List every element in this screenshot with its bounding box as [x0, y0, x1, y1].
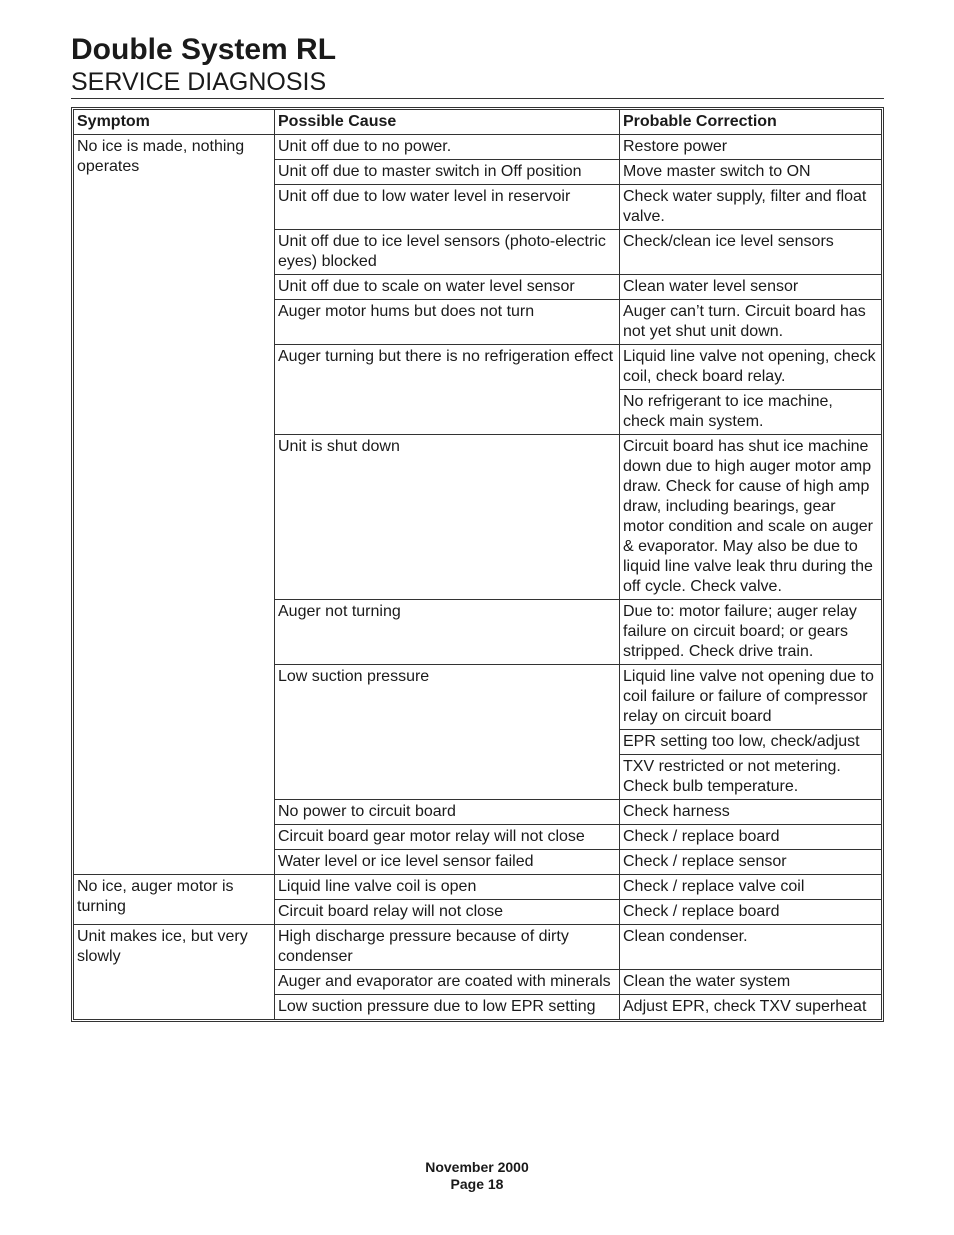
table-header-row — [74, 110, 881, 135]
symptom-cell: Unit makes ice, but very slowly — [74, 925, 275, 1019]
possible-cause-cell: Liquid line valve coil is open — [275, 875, 620, 900]
symptom-cell: No ice is made, nothing operates — [74, 135, 275, 875]
possible-cause-cell: Low suction pressure — [275, 665, 620, 800]
probable-correction-cell: Liquid line valve not opening, check coil, check board relay. — [620, 345, 881, 390]
possible-cause-cell: Auger and evaporator are coated with minerals — [275, 970, 620, 995]
probable-correction-cell: Check harness — [620, 800, 881, 825]
column-header-possible-cause: Possible Cause — [275, 110, 620, 135]
possible-cause-cell: Unit off due to scale on water level sensor — [275, 275, 620, 300]
possible-cause-cell: Unit off due to ice level sensors (photo-electric eyes) blocked — [275, 230, 620, 275]
title-divider — [71, 98, 884, 99]
possible-cause-cell: No power to circuit board — [275, 800, 620, 825]
possible-cause-cell: Auger turning but there is no refrigeration effect — [275, 345, 620, 435]
probable-correction-cell: Check / replace valve coil — [620, 875, 881, 900]
page-footer — [0, 1159, 954, 1193]
probable-correction-cell: Check/clean ice level sensors — [620, 230, 881, 275]
probable-correction-cell: Restore power — [620, 135, 881, 160]
footer-page-number: Page 18 — [450, 1176, 504, 1192]
possible-cause-cell: Unit off due to no power. — [275, 135, 620, 160]
probable-correction-cell: Auger can’t turn. Circuit board has not yet shut unit down. — [620, 300, 881, 345]
possible-cause-cell: Auger motor hums but does not turn — [275, 300, 620, 345]
probable-correction-cell: Check / replace sensor — [620, 850, 881, 875]
table-row — [74, 135, 881, 160]
probable-correction-cell: Check / replace board — [620, 900, 881, 925]
possible-cause-cell: Low suction pressure due to low EPR setting — [275, 995, 620, 1019]
probable-correction-cell: TXV restricted or not metering. Check bulb temperature. — [620, 755, 881, 800]
page-title: Double System RL — [71, 33, 337, 66]
probable-correction-cell: Clean the water system — [620, 970, 881, 995]
probable-correction-cell: Check water supply, filter and float valve. — [620, 185, 881, 230]
table-body — [74, 135, 881, 1019]
probable-correction-cell: EPR setting too low, check/adjust — [620, 730, 881, 755]
probable-correction-cell: Liquid line valve not opening due to coil failure or failure of compressor relay on circuit board — [620, 665, 881, 730]
possible-cause-cell: Unit is shut down — [275, 435, 620, 600]
probable-correction-cell: Due to: motor failure; auger relay failure on circuit board; or gears stripped. Check drive train. — [620, 600, 881, 665]
possible-cause-cell: High discharge pressure because of dirty condenser — [275, 925, 620, 970]
possible-cause-cell: Auger not turning — [275, 600, 620, 665]
possible-cause-cell: Unit off due to low water level in reservoir — [275, 185, 620, 230]
service-diagnosis-table — [71, 107, 884, 1022]
column-header-symptom: Symptom — [74, 110, 275, 135]
table-row — [74, 925, 881, 970]
possible-cause-cell: Unit off due to master switch in Off position — [275, 160, 620, 185]
footer-date: November 2000 — [425, 1159, 529, 1175]
symptom-cell: No ice, auger motor is turning — [74, 875, 275, 925]
possible-cause-cell: Circuit board gear motor relay will not close — [275, 825, 620, 850]
possible-cause-cell: Circuit board relay will not close — [275, 900, 620, 925]
table-row — [74, 875, 881, 900]
probable-correction-cell: Adjust EPR, check TXV superheat — [623, 998, 867, 1015]
column-header-probable-correction: Probable Correction — [620, 110, 881, 135]
possible-cause-cell: Water level or ice level sensor failed — [275, 850, 620, 875]
probable-correction-cell: Move master switch to ON — [620, 160, 881, 185]
probable-correction-cell: Circuit board has shut ice machine down due to high auger motor amp draw. Check for cause of high amp draw, including bearings, gear motor condition and scale on auger & evaporator. May also be due to liquid line valve leak thru during the off cycle. Check valve. — [620, 435, 881, 600]
page-subtitle: SERVICE DIAGNOSIS — [71, 68, 327, 96]
probable-correction-cell: No refrigerant to ice machine, check main system. — [620, 390, 881, 435]
probable-correction-cell: Check / replace board — [620, 825, 881, 850]
probable-correction-cell: Clean water level sensor — [620, 275, 881, 300]
probable-correction-cell: Clean condenser. — [620, 925, 881, 970]
